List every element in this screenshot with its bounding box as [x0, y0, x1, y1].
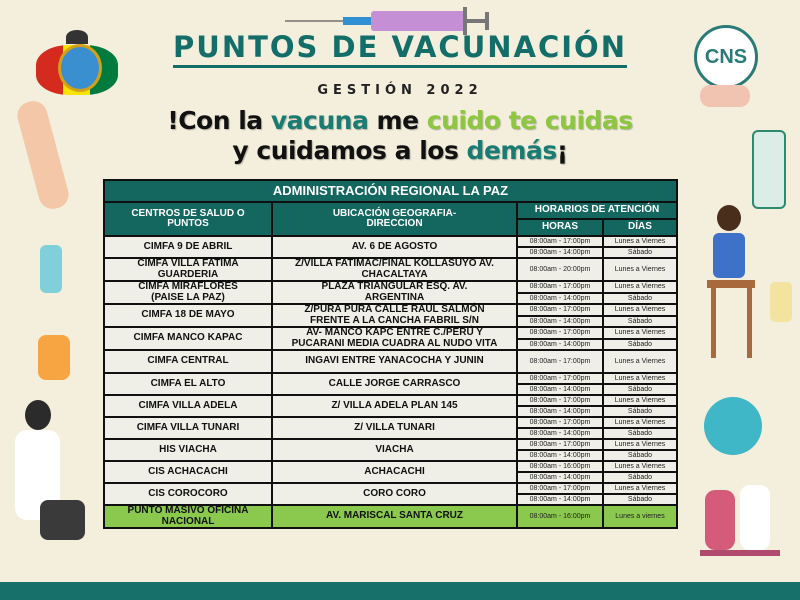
- table-row: [104, 395, 677, 406]
- header-dias: DÍAS: [603, 219, 677, 236]
- schedule-hours: 08:00am - 17:00pm: [517, 439, 603, 450]
- schedule-days: Lunes a Viernes: [603, 439, 677, 450]
- schedule-days: Lunes a Viernes: [603, 483, 677, 494]
- center-location: Z/PURA PURA CALLE RAÚL SALMÓN FRENTE A LA CANCHA FABRIL S/N: [272, 304, 517, 327]
- table-row: [104, 327, 677, 339]
- header-ubicacion: UBICACIÓN GEOGRAFIA- DIRECCION: [272, 202, 517, 236]
- schedule-hours: 08:00am - 17:00pm: [517, 417, 603, 428]
- table-row: [104, 439, 677, 450]
- header-horas: HORAS: [517, 219, 603, 236]
- schedule-hours: 08:00am - 17:00pm: [517, 483, 603, 494]
- table-row: [104, 304, 677, 316]
- schedule-days: Lunes a Viernes: [603, 461, 677, 472]
- table-row: [104, 461, 677, 472]
- schedule-hours: 08:00am - 17:00pm: [517, 281, 603, 293]
- slogan-highlight: cuido te cuidas: [426, 106, 633, 135]
- schedule-hours: 08:00am - 16:00pm: [517, 505, 603, 528]
- slogan-line-1: [0, 106, 800, 135]
- thermometer-illustration: [40, 245, 62, 293]
- table-row: [104, 505, 677, 528]
- schedule-hours: 08:00am - 14:00pm: [517, 293, 603, 305]
- schedule-days: Lunes a Viernes: [603, 304, 677, 316]
- pill-bottle-illustration: [770, 282, 792, 322]
- schedule-hours: 08:00am - 14:00pm: [517, 450, 603, 461]
- schedule-hours: 08:00am - 17:00pm: [517, 304, 603, 316]
- center-location: INGAVI ENTRE YANACOCHA Y JUNIN: [272, 350, 517, 373]
- vaccination-scene-illustration: [700, 470, 780, 580]
- center-name: CIS ACHACACHI: [104, 461, 272, 483]
- table-row: [104, 483, 677, 494]
- center-location: CORO CORO: [272, 483, 517, 505]
- center-location: Z/ VILLA TUNARI: [272, 417, 517, 439]
- schedule-days: Sábado: [603, 406, 677, 417]
- table-row: [104, 417, 677, 428]
- table-row: [104, 281, 677, 293]
- schedule-hours: 08:00am - 14:00pm: [517, 472, 603, 483]
- center-location: PLAZA TRIANGULAR ESQ. AV. ARGENTINA: [272, 281, 517, 304]
- slogan-highlight: demás: [466, 136, 557, 165]
- schedule-hours: 08:00am - 17:00pm: [517, 236, 603, 247]
- slogan-text: me: [368, 106, 427, 135]
- center-name: CIMFA MIRAFLORES (PAISE LA PAZ): [104, 281, 272, 304]
- center-location: VIACHA: [272, 439, 517, 461]
- schedule-hours: 08:00am - 16:00pm: [517, 461, 603, 472]
- table-row: [104, 258, 677, 281]
- center-location: CALLE JORGE CARRASCO: [272, 373, 517, 395]
- schedule-days: Lunes a Viernes: [603, 350, 677, 373]
- schedule-days: Lunes a viernes: [603, 505, 677, 528]
- center-name: CIMFA VILLA TUNARI: [104, 417, 272, 439]
- schedule-days: Sábado: [603, 247, 677, 258]
- schedule-days: Sábado: [603, 450, 677, 461]
- center-name: CIS COROCORO: [104, 483, 272, 505]
- center-location: AV. 6 DE AGOSTO: [272, 236, 517, 258]
- schedule-hours: 08:00am - 17:00pm: [517, 327, 603, 339]
- center-location: Z/VILLA FATIMAC/FINAL KOLLASUYO AV. CHACALTAYA: [272, 258, 517, 281]
- schedule-hours: 08:00am - 17:00pm: [517, 350, 603, 373]
- schedule-days: Sábado: [603, 384, 677, 395]
- slogan-text: ¡: [556, 136, 568, 165]
- header-horarios: HORARIOS DE ATENCIÓN: [517, 202, 677, 219]
- schedule-days: Lunes a Viernes: [603, 327, 677, 339]
- center-name: HIS VIACHA: [104, 439, 272, 461]
- slogan-text: y cuidamos a los: [232, 136, 467, 165]
- center-name: CIMFA VILLA FATIMA GUARDERIA: [104, 258, 272, 281]
- table-row: [104, 350, 677, 373]
- center-name: CIMFA 9 DE ABRIL: [104, 236, 272, 258]
- schedule-hours: 08:00am - 17:00pm: [517, 373, 603, 384]
- center-name: CIMFA CENTRAL: [104, 350, 272, 373]
- schedule-hours: 08:00am - 14:00pm: [517, 428, 603, 439]
- schedule-days: Lunes a Viernes: [603, 395, 677, 406]
- schedule-days: Sábado: [603, 472, 677, 483]
- schedule-days: Lunes a Viernes: [603, 281, 677, 293]
- schedule-days: Lunes a Viernes: [603, 373, 677, 384]
- schedule-days: Lunes a Viernes: [603, 258, 677, 281]
- vaccination-points-table: [103, 179, 678, 529]
- footer-bar: [0, 582, 800, 600]
- center-name: CIMFA EL ALTO: [104, 373, 272, 395]
- table-row: [104, 373, 677, 384]
- schedule-hours: 08:00am - 17:00pm: [517, 395, 603, 406]
- schedule-days: Lunes a Viernes: [603, 236, 677, 247]
- schedule-hours: 08:00am - 20:00pm: [517, 258, 603, 281]
- schedule-hours: 08:00am - 14:00pm: [517, 406, 603, 417]
- schedule-hours: 08:00am - 14:00pm: [517, 316, 603, 328]
- hand-washing-icon: [704, 397, 762, 455]
- slogan-highlight: vacuna: [270, 106, 369, 135]
- vaccine-vial-illustration: [38, 335, 70, 380]
- schedule-days: Sábado: [603, 428, 677, 439]
- schedule-days: Sábado: [603, 293, 677, 305]
- doctor-illustration: [10, 400, 85, 580]
- schedule-hours: 08:00am - 14:00pm: [517, 494, 603, 505]
- center-location: ACHACACHI: [272, 461, 517, 483]
- schedule-hours: 08:00am - 14:00pm: [517, 247, 603, 258]
- center-name: PUNTO MASIVO OFICINA NACIONAL: [104, 505, 272, 528]
- subtitle-gestion: GESTIÓN 2022: [317, 83, 483, 98]
- schedule-days: Sábado: [603, 494, 677, 505]
- center-location: Z/ VILLA ADELA PLAN 145: [272, 395, 517, 417]
- center-name: CIMFA 18 DE MAYO: [104, 304, 272, 327]
- center-name: CIMFA MANCO KAPAC: [104, 327, 272, 350]
- table-row: [104, 236, 677, 247]
- cns-logo: CNS: [694, 25, 758, 89]
- slogan-line-2: [0, 136, 800, 165]
- child-on-stool-illustration: [705, 205, 765, 355]
- page-title: PUNTOS DE VACUNACIÓN: [0, 30, 800, 64]
- schedule-days: Sábado: [603, 339, 677, 351]
- center-name: CIMFA VILLA ADELA: [104, 395, 272, 417]
- slogan-text: !Con la: [167, 106, 271, 135]
- schedule-days: Lunes a Viernes: [603, 417, 677, 428]
- center-location: AV- MANCO KAPC ENTRE C./PERÚ Y PUCARANI MEDIA CUADRA AL NUDO VITA: [272, 327, 517, 350]
- table-title: ADMINISTRACIÓN REGIONAL LA PAZ: [104, 180, 677, 202]
- center-location: AV. MARISCAL SANTA CRUZ: [272, 505, 517, 528]
- schedule-hours: 08:00am - 14:00pm: [517, 339, 603, 351]
- schedule-days: Sábado: [603, 316, 677, 328]
- schedule-hours: 08:00am - 14:00pm: [517, 384, 603, 395]
- header-centros: CENTROS DE SALUD O PUNTOS: [104, 202, 272, 236]
